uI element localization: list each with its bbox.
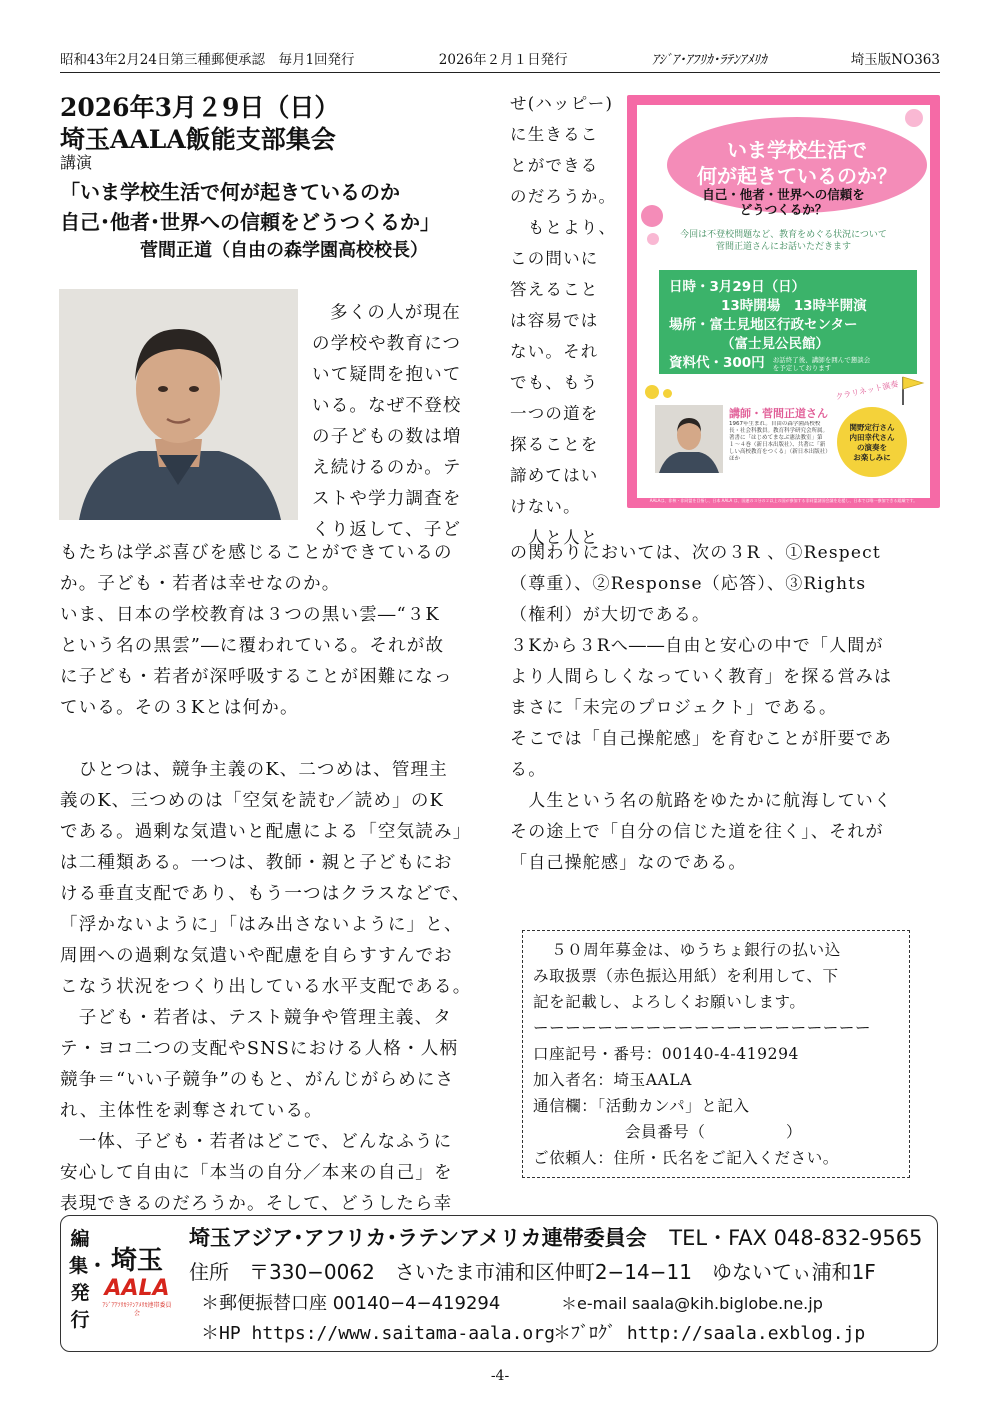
footer-postal-account: ＊郵便振替口座 00140−4−419294 bbox=[201, 1293, 501, 1314]
poster-footer bbox=[637, 484, 930, 503]
text-line: 人と人と bbox=[510, 528, 599, 547]
text-line: 子ども・若者は、テスト競争や管理主義、タ bbox=[60, 1008, 452, 1028]
poster-subtitle-line: 自己・他者・世界への信頼を bbox=[702, 187, 865, 202]
article-left-column bbox=[60, 538, 500, 1220]
poster-contact: 連絡先／090-1122-2156（菅間 徹） bbox=[736, 491, 831, 497]
poster-lecturer-bio: 1967年生まれ。自由の森学園高校校長・社会科教員。教育科学研究会所属。著書に「はじめてまなぶ憲法教室」第１〜４巻（新日本出版社）、共著に「新しい高校教育をつくる」（新日本出版社）ほか bbox=[729, 421, 829, 462]
text-line: ひとつは、競争主義のK、二つめは、管理主 bbox=[60, 760, 448, 780]
postal-approval: 昭和43年2月24日第三種郵便承認 毎月1回発行 bbox=[60, 52, 355, 68]
speaker: 菅間正道（自由の森学園高校校長） bbox=[140, 240, 428, 261]
poster-title-line: いま学校生活で bbox=[727, 138, 867, 162]
text-line: （尊重）、②Response（応答）、③Rights bbox=[510, 574, 867, 594]
event-name: 埼玉AALA飯能支部集会 bbox=[60, 125, 336, 154]
footer-tel: TEL・FAX 048-832-9565 bbox=[669, 1226, 923, 1250]
event-poster bbox=[627, 95, 940, 508]
poster-time: 13時開場 13時半開演 bbox=[721, 298, 867, 314]
performer-line: 内田幸代さん bbox=[849, 433, 895, 442]
text-line: こなう状況をつくり出している水平支配である。 bbox=[60, 977, 472, 997]
donation-memo: 通信欄：「活動カンパ」と記入 bbox=[533, 1097, 750, 1115]
text-line: テ・ヨコ二つの支配やSNSにおける人格・人柄 bbox=[60, 1039, 459, 1059]
text-line: 安心して自由に「本当の自分／本来の自己」を bbox=[60, 1163, 453, 1183]
event-date: 2026年3月２9日（日） bbox=[60, 93, 340, 122]
footer-email[interactable]: ＊e-mail saala@kih.biglobe.ne.jp bbox=[561, 1294, 823, 1313]
poster-lecturer: 講師・菅間正道さん bbox=[729, 407, 828, 420]
text-line: の子どもの数は増 bbox=[312, 427, 462, 447]
text-line: 義のK、三つめのは「空気を読む／読め」のK bbox=[60, 791, 444, 811]
issue-date: 2026年２月１日発行 bbox=[438, 52, 568, 68]
donation-divider: ーーーーーーーーーーーーーーーーーーーーー bbox=[533, 1019, 872, 1037]
text-line: 探ることを bbox=[510, 435, 599, 454]
text-line: 一つの道を bbox=[510, 404, 599, 423]
text-line: 答えること bbox=[510, 280, 599, 299]
text-line: である。過剰な気遣いと配慮による「空気読み」 bbox=[60, 822, 472, 842]
footer-org-name: 埼玉アジア･アフリカ･ラテンアメリカ連帯委員会 bbox=[189, 1226, 647, 1250]
donation-requester: ご依頼人：住所・氏名をご記入ください。 bbox=[533, 1149, 839, 1167]
text-line: ストや学力調査を bbox=[312, 489, 462, 509]
issue-number: 埼玉版NO363 bbox=[850, 52, 940, 68]
poster-fee: 資料代・300円 bbox=[669, 355, 765, 371]
text-line: より人間らしくなっていく教育」を探る営みは bbox=[510, 667, 893, 687]
poster-fee-row bbox=[669, 354, 907, 373]
text-line: る。 bbox=[510, 760, 547, 780]
poster-subtitle-line: どうつくるか？ bbox=[739, 202, 828, 217]
footer-blog-link[interactable]: ＊ﾌﾞﾛｸﾞ http://saala.exblog.jp bbox=[553, 1323, 866, 1344]
donation-member-number: 会員番号（ ） bbox=[625, 1123, 803, 1141]
text-line: に生きるこ bbox=[510, 125, 599, 144]
poster-intro bbox=[637, 229, 930, 253]
text-line: いま、日本の学校教育は３つの黒い雲―“３K bbox=[60, 605, 440, 625]
text-line: 人生という名の航路をゆたかに航海していく bbox=[510, 791, 893, 811]
text-line: もとより、 bbox=[510, 218, 617, 237]
lecture-title-1: 「いま学校生活で何が起きているのか bbox=[60, 180, 400, 204]
article-beside-photo bbox=[312, 298, 492, 546]
text-line: 諦めてはい bbox=[510, 466, 599, 485]
poster-intro-line: 菅間正道さんにお話いただきます bbox=[715, 242, 851, 252]
bubble-decoration bbox=[905, 109, 923, 127]
poster-place: 場所・富士見地区行政センター bbox=[669, 317, 858, 333]
footer-address: 住所 〒330−0062 さいたま市浦和区仲町2−14−11 ゆないてぃ浦和1F bbox=[189, 1260, 876, 1284]
footer-org-row bbox=[189, 1222, 922, 1252]
text-line: に子ども・若者が深呼吸することが困難になっ bbox=[60, 667, 453, 687]
poster-fee-note: お話終了後、講師を囲んで懇談会を予定しております bbox=[772, 355, 871, 372]
text-line: ない。それ bbox=[510, 342, 599, 361]
text-line: とができる bbox=[510, 156, 599, 175]
text-line: 「浮かないように」「はみ出さないように」と、 bbox=[60, 915, 463, 935]
text-line: か。子ども・若者は幸せなのか。 bbox=[60, 574, 341, 594]
text-line: この問いに bbox=[510, 249, 599, 268]
performer-line: 関野定行さん bbox=[849, 423, 895, 432]
text-line: ける垂直支配であり、もう一つはクラスなどで、 bbox=[60, 884, 471, 904]
text-line: いる。なぜ不登校 bbox=[312, 396, 462, 416]
text-line: でも、もう bbox=[510, 373, 599, 392]
text-line: もたちは学ぶ喜びを感じることができているの bbox=[60, 543, 453, 563]
text-line: くり返して、子ど bbox=[312, 520, 462, 540]
bubble-decoration bbox=[645, 385, 659, 399]
poster-inner bbox=[637, 105, 930, 498]
aala-logo bbox=[101, 1246, 173, 1346]
text-line: は二種類ある。一つは、教師・親と子どもにお bbox=[60, 853, 453, 873]
text-line: のだろうか。 bbox=[510, 187, 617, 206]
text-line: まさに「未完のプロジェクト」である。 bbox=[510, 698, 838, 718]
event-label: 講演 bbox=[60, 153, 93, 172]
text-line: ている。その３Kとは何か。 bbox=[60, 698, 299, 718]
text-line: は容易では bbox=[510, 311, 599, 330]
performer-line: お楽しみに bbox=[853, 453, 891, 462]
text-line: 一体、子ども・若者はどこで、どんなふうに bbox=[60, 1132, 453, 1152]
poster-date: 日時・3月29日（日） bbox=[669, 279, 806, 295]
text-line: 表現できるのだろうか。そして、どうしたら幸 bbox=[60, 1194, 453, 1214]
text-line: れ、主体性を剥奪されている。 bbox=[60, 1101, 323, 1121]
flag-icon bbox=[899, 375, 925, 405]
donation-line: ５０周年募金は、ゆうちょ銀行の払い込 bbox=[551, 941, 841, 959]
text-line: 周囲への過剰な気遣いや配慮を自らすすんでお bbox=[60, 946, 453, 966]
text-line: 競争＝“いい子競争”のもと、がんじがらめにさ bbox=[60, 1070, 455, 1090]
poster-subtitle bbox=[637, 187, 930, 217]
text-line: え続けるのか。テ bbox=[312, 458, 462, 478]
donation-line: 記を記載し、よろしくお願いします。 bbox=[533, 993, 806, 1011]
speaker-portrait-icon bbox=[59, 289, 298, 520]
poster-performers bbox=[837, 423, 907, 463]
poster-intro-line: 今回は不登校問題など、教育をめぐる状況について bbox=[680, 230, 887, 240]
poster-clarinet: クラリネット演奏 bbox=[834, 379, 900, 402]
text-line: ３Kから３Rへ――自由と安心の中で「人間が bbox=[510, 636, 884, 656]
masthead bbox=[60, 48, 940, 73]
text-line: けない。 bbox=[510, 497, 581, 516]
logo-aala: AALA bbox=[104, 1276, 170, 1301]
text-line: そこでは「自己操舵感」を育むことが肝要であ bbox=[510, 729, 893, 749]
text-line: その途上で「自分の信じた道を往く」、それが bbox=[510, 822, 884, 842]
lecturer-photo bbox=[655, 405, 723, 473]
text-line: 多くの人が現在 bbox=[330, 303, 461, 323]
donation-account: 口座記号・番号：00140-4-419294 bbox=[533, 1045, 800, 1063]
footer-side-label: 編集・発行 bbox=[69, 1228, 108, 1331]
text-line: 「自己操舵感」なのである。 bbox=[510, 853, 747, 873]
bubble-decoration bbox=[663, 389, 672, 398]
article-right-narrow bbox=[510, 88, 622, 553]
text-line: せ(ハッピー) bbox=[510, 94, 614, 113]
footer-homepage-link[interactable]: ＊HP https://www.saitama-aala.org bbox=[201, 1323, 555, 1344]
text-line: （権利）が大切である。 bbox=[510, 605, 711, 625]
donation-line: み取扱票（赤色振込用紙）を利用して、下 bbox=[533, 967, 839, 985]
text-line: という名の黒雲”―に覆われている。それが故 bbox=[60, 636, 445, 656]
article-right-column bbox=[510, 538, 940, 879]
poster-event-details bbox=[659, 270, 917, 374]
donation-box bbox=[522, 930, 910, 1178]
text-line: いて疑問を抱いて bbox=[312, 365, 462, 385]
poster-footer-note: AALAは、非核・非同盟を目指し、日本 AALA は、国連の３分の２以上の国が参加する非同盟諸国会議を応援し、日本では唯一参加できる組織です。 bbox=[649, 498, 918, 503]
logo-subtitle: ｱｼﾞｱｱﾌﾘｶﾗﾃﾝｱﾒﾘｶ連帯委員会 bbox=[102, 1302, 172, 1317]
text-line: の関わりにおいては、次の３R 、①Respect bbox=[510, 543, 881, 563]
page-number: -4- bbox=[490, 1368, 510, 1384]
donation-holder: 加入者名：埼玉AALA bbox=[533, 1071, 692, 1089]
poster-place-sub: （富士見公民館） bbox=[721, 336, 829, 352]
speaker-photo bbox=[59, 289, 298, 520]
masthead-org: ｱｼﾞｱ･ｱﾌﾘｶ･ﾗﾃﾝｱﾒﾘｶ bbox=[651, 52, 767, 68]
poster-title-line: 何が起きているのか？ bbox=[697, 164, 897, 188]
poster-organizer: 主催／埼玉アジア・アフリカ・ラテンアメリカ連帯委員会 飯能支部 bbox=[700, 484, 867, 490]
text-line bbox=[60, 724, 500, 755]
performer-line: の演奏を bbox=[857, 443, 887, 452]
publisher-footer bbox=[60, 1215, 938, 1352]
logo-saitama: 埼玉 bbox=[110, 1246, 163, 1276]
lecture-title-2: 自己･他者･世界への信頼をどうつくるか」 bbox=[60, 210, 440, 234]
lecturer-portrait-icon bbox=[655, 405, 723, 473]
text-line: の学校や教育につ bbox=[312, 334, 462, 354]
